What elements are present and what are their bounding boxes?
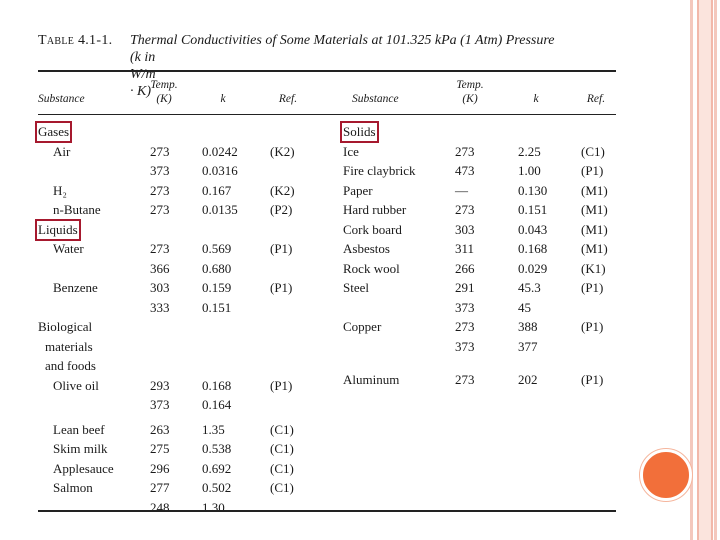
substance-rock-wool: Rock wool: [343, 260, 400, 276]
table-scan: [30, 20, 620, 520]
substance-lean-beef: Lean beef: [53, 421, 105, 437]
ref-cell: (C1): [270, 441, 294, 456]
temp-cell: 273: [455, 143, 475, 159]
ref-cell: (M1): [581, 221, 608, 237]
header-temp-left: [136, 78, 192, 106]
temp-cell: 291: [455, 280, 475, 295]
substance-water: Water: [53, 241, 84, 256]
temp-cell: 366: [150, 260, 170, 276]
k-value-cell: 0.130: [518, 182, 548, 198]
slide-decoration-circle: [640, 449, 692, 501]
temp-cell: 293: [150, 377, 170, 393]
temp-cell: 273: [150, 182, 170, 198]
temp-cell: 303: [455, 221, 475, 237]
substance-aluminum: Aluminum: [343, 372, 400, 387]
temp-cell: 273: [150, 202, 170, 217]
table-title: Thermal Conductivities of Some Materials at 101.325 kPa (1 Atm) Pressure: [130, 33, 555, 48]
k-value-cell: 1.35: [202, 421, 225, 437]
section-heading-gases: Gases: [38, 124, 70, 139]
ref-cell: (P1): [270, 377, 293, 393]
k-value-cell: 1.30: [202, 499, 225, 515]
k-value-cell: 0.159: [202, 280, 232, 295]
k-value-cell: 0.168: [202, 377, 232, 393]
temp-cell: 273: [150, 143, 170, 159]
temp-cell: 373: [150, 163, 170, 178]
section-heading-liquids: Liquids: [38, 221, 78, 237]
slide-border-stripe: [690, 0, 693, 540]
k-value-cell: 0.538: [202, 441, 232, 456]
header-ref-right: Ref.: [586, 93, 606, 105]
substance-hard-rubber: Hard rubber: [343, 202, 407, 217]
ref-cell: (P1): [581, 280, 604, 295]
header-temp-label: Temp.: [150, 79, 178, 91]
ref-cell: (P1): [270, 241, 293, 256]
slide-border-stripe: [697, 0, 713, 540]
k-value-cell: 0.0316: [202, 163, 238, 178]
k-value-cell: 0.151: [202, 299, 232, 315]
header-ref-left: Ref.: [278, 93, 298, 105]
temp-cell: 311: [455, 241, 475, 256]
ref-cell: (C1): [270, 421, 294, 437]
top-rule: [38, 70, 616, 72]
temp-cell: 373: [455, 338, 475, 354]
k-value-cell: 0.0135: [202, 202, 238, 217]
temp-cell: 248: [150, 499, 170, 515]
substance-skim-milk: Skim milk: [53, 441, 108, 456]
temp-cell: 263: [150, 421, 170, 437]
header-rule: [38, 114, 616, 115]
temp-cell: 273: [150, 241, 170, 256]
k-value-cell: 0.569: [202, 241, 232, 256]
temp-cell: 373: [150, 397, 170, 412]
ref-cell: (C1): [270, 460, 294, 476]
k-value-cell: 0.680: [202, 260, 232, 276]
temp-cell: 273: [455, 202, 475, 217]
k-value-cell: 202: [518, 372, 538, 387]
substance-benzene: Benzene: [53, 280, 98, 295]
ref-cell: (M1): [581, 182, 608, 198]
header-substance-left: Substance: [38, 93, 85, 105]
k-value-cell: 377: [518, 338, 538, 354]
temp-cell: 303: [150, 280, 170, 295]
substance-steel: Steel: [343, 280, 369, 295]
k-value-cell: 45: [518, 299, 531, 315]
header-substance-right: Substance: [352, 93, 399, 105]
ref-cell: (P1): [270, 280, 293, 295]
section-heading-solids: Solids: [343, 124, 376, 139]
temp-cell: 333: [150, 299, 170, 315]
k-value-cell: 0.692: [202, 460, 232, 476]
header-k-right: k: [533, 93, 539, 105]
temp-cell: 296: [150, 460, 170, 476]
temp-cell: 277: [150, 480, 170, 495]
k-value-cell: 0.0242: [202, 143, 238, 159]
substance-and-foods: and foods: [45, 358, 96, 373]
header-temp-label: Temp.: [456, 79, 484, 91]
substance-air: Air: [53, 143, 71, 159]
temp-cell: 273: [455, 372, 475, 387]
ref-cell: (M1): [581, 241, 608, 256]
substance-paper: Paper: [343, 182, 373, 198]
substance-fire-claybrick: Fire claybrick: [343, 163, 416, 178]
k-value-cell: 388: [518, 319, 538, 334]
header-temp-unit: (K): [156, 93, 172, 105]
header-temp-right: [442, 78, 498, 106]
temp-cell: 473: [455, 163, 475, 178]
header-temp-unit: (K): [462, 93, 478, 105]
k-value-cell: 1.00: [518, 163, 541, 178]
substance-olive-oil: Olive oil: [53, 377, 99, 393]
k-value-cell: 0.167: [202, 182, 232, 198]
k-value-cell: 0.029: [518, 260, 548, 276]
k-value-cell: 0.168: [518, 241, 548, 256]
temp-cell: 373: [455, 299, 475, 315]
ref-cell: (M1): [581, 202, 608, 217]
bottom-rule: [38, 510, 616, 512]
substance-copper: Copper: [343, 319, 382, 334]
k-value-cell: 45.3: [518, 280, 541, 295]
ref-cell: (P1): [581, 163, 604, 178]
ref-cell: (K2): [270, 182, 295, 198]
ref-cell: (C1): [270, 480, 294, 495]
substance-materials: materials: [45, 338, 93, 354]
table-subtitle: (k in W/m · K): [130, 50, 156, 99]
temp-cell: 266: [455, 260, 475, 276]
ref-cell: (P1): [581, 372, 604, 387]
substance-applesauce: Applesauce: [53, 460, 114, 476]
substance-asbestos: Asbestos: [343, 241, 390, 256]
k-value-cell: 2.25: [518, 143, 541, 159]
slide-border-stripe: [714, 0, 717, 540]
k-value-cell: 0.043: [518, 221, 548, 237]
substance-h: H₂: [53, 182, 67, 198]
substance-cork-board: Cork board: [343, 221, 402, 237]
ref-cell: (K1): [581, 260, 606, 276]
substance-n-butane: n-Butane: [53, 202, 101, 217]
substance-biological: Biological: [38, 319, 93, 334]
temp-cell: 275: [150, 441, 170, 456]
substance-salmon: Salmon: [53, 480, 93, 495]
k-value-cell: 0.164: [202, 397, 232, 412]
table-label: Table 4.1-1.: [38, 33, 113, 48]
temp-cell: 273: [455, 319, 475, 334]
ref-cell: (P1): [581, 319, 604, 334]
k-value-cell: 0.151: [518, 202, 548, 217]
substance-ice: Ice: [343, 143, 359, 159]
ref-cell: (K2): [270, 143, 295, 159]
ref-cell: (P2): [270, 202, 293, 217]
temp-cell: —: [455, 182, 468, 198]
header-k-left: k: [220, 93, 226, 105]
k-value-cell: 0.502: [202, 480, 232, 495]
ref-cell: (C1): [581, 143, 605, 159]
